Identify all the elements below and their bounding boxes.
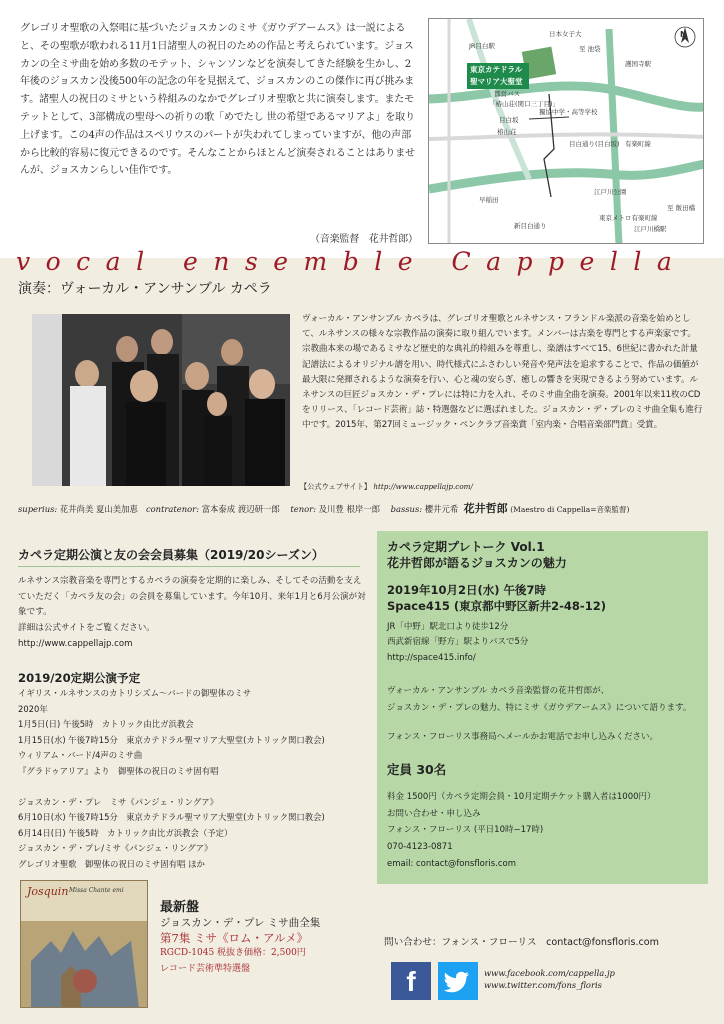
inquiry-line: 問い合わせ：フォンス・フローリス contact@fonsfloris.com <box>384 937 660 948</box>
website-link[interactable]: http://www.cappellajp.com/ <box>373 482 473 491</box>
map-label: 都営バス <box>494 90 520 98</box>
superius-names: 花井尚美 夏山美加恵 <box>59 504 138 514</box>
pretalk-description <box>387 683 691 717</box>
about-text: ヴォーカル・アンサンブル カペラは、グレゴリオ聖歌とルネサンス・フランドル楽派の音楽を始めとして、ルネサンスの様々な宗教作品の演奏に取り組んでいます。メンバーは古楽を専門とする声楽家です。宗教曲本来の場であるミサなど歴史的な典礼的枠組みを尊重し、楽譜はすべて15、6世紀に書かれた計量記譜法によるオリジナル譜を用い、時代様式にふさわしい発音や発声法を追求することで、作品の価値が最大限に発揮されるような演奏を行い、心と魂の安らぎ、癒しの響きを実現できるよう努めています。ルネサンスの巨匠ジョスカン・デ・プレには特に力を入れ、そのミサ曲全曲を演奏。2001年以来11枚のCDをリリース、「レコード芸術」誌・特選盤などに選ばれました。ジョスカン・デ・プレのミサ曲全集も進行中です。2015年、第27回ミュージック・ペンクラブ音楽賞「室内楽・合唱音楽部門賞」受賞。 <box>302 314 703 431</box>
cd-price: RGCD-1045 税抜き価格：2,500円 <box>160 948 306 958</box>
schedule-line: ウィリアム・バード/4声のミサ曲 <box>18 750 143 760</box>
cd-volume: 第7集 ミサ《ロム・アルメ》 <box>160 931 309 945</box>
pretalk-title <box>387 539 567 571</box>
map-label: 獨協中学・高等学校 <box>539 108 598 116</box>
schedule-line: ジョスカン・デ・プレ/ミサ《パンジェ・リングア》 <box>18 843 213 853</box>
cd-cover-art <box>21 881 148 1008</box>
schedule-line: 1月15日(水) 午後7時15分 東京カテドラル聖マリア大聖堂(カトリック関口教会) <box>18 734 325 745</box>
pretalk-contact-label: お問い合わせ・申し込み <box>387 808 481 819</box>
map-label: 日本女子大 <box>549 30 582 38</box>
map-label: 江戸川橋駅 <box>634 225 667 233</box>
schedule-line: グレゴリオ聖歌 御聖体の祝日のミサ固有唱 ほか <box>18 858 205 869</box>
pretalk-box <box>377 531 708 884</box>
map-label: 目白通り(目白坂) <box>569 140 620 148</box>
pretalk-description-line: ジョスカン・デ・プレの魅力、特にミサ《ガウデアームス》について語ります。 <box>387 702 692 713</box>
map-roads <box>429 19 704 244</box>
cd-label: 最新盤 <box>160 900 200 915</box>
cd-info <box>160 899 320 978</box>
pretalk-title-line1: カペラ定期プレトーク Vol.1 <box>387 540 545 554</box>
pretalk-reservation: フォンス・フローリス事務局へメールかお電話でお申し込みください。 <box>387 732 658 742</box>
schedule-line: 6月14日(日) 午後5時 カトリック由比ガ浜教会（予定） <box>18 827 233 838</box>
map-label: 新目白通り <box>514 222 547 230</box>
pretalk-date: 2019年10月2日(水) 午後7時 <box>387 583 547 597</box>
membership-description: ルネサンス宗教音楽を専門とするカペラの演奏を定期的に楽しみ、そしてその活動を支えていただく「カペラ友の会」の会員を募集しています。今年10月、来年1月と6月公演が対象です。 <box>18 576 366 618</box>
cd-series: ジョスカン・デ・プレ ミサ曲全集 <box>160 917 321 929</box>
map-label: 至 池袋 <box>579 45 601 53</box>
superius-label: superius: <box>18 504 58 514</box>
contratenor-label: contratenor: <box>145 504 200 514</box>
map-label: 早稲田 <box>479 196 499 204</box>
director-name: 花井哲郎 <box>463 502 508 515</box>
banner-title: vocal ensemble Cappella <box>16 247 688 276</box>
pretalk-email[interactable]: email: contact@fonsfloris.com <box>387 858 517 869</box>
bassus-names: 櫻井元希 <box>424 504 459 514</box>
ensemble-heading: 演奏：ヴォーカル・アンサンブル カペラ <box>18 281 272 297</box>
schedule-line: 『グラドゥアリア』より 御聖体の祝日のミサ固有唱 <box>18 765 219 776</box>
membership-details: 詳細は公式サイトをご覧ください。 <box>18 623 155 634</box>
bassus-label: bassus: <box>390 504 423 514</box>
map-label: 目白坂 <box>499 116 519 124</box>
tenor-names: 及川豊 根岸一郎 <box>318 504 380 514</box>
cd-award: レコード芸術準特選盤 <box>160 964 251 974</box>
membership-link[interactable]: http://www.cappellajp.com <box>18 638 133 649</box>
schedule-line: 1月5日(日) 午後5時 カトリック由比ガ浜教会 <box>18 719 194 729</box>
pretalk-title-line2: 花井哲郎が語るジョスカンの魅力 <box>387 556 567 570</box>
map-north-label: N <box>680 30 687 39</box>
map-cathedral-label <box>467 63 529 89</box>
intro-text <box>20 20 420 245</box>
pretalk-capacity: 定員 30名 <box>387 762 447 777</box>
membership-heading: カペラ定期公演と友の会会員募集（2019/20シーズン） <box>18 546 360 567</box>
social-links <box>484 968 615 991</box>
ensemble-photo-image <box>32 314 290 486</box>
map-label: 江戸川公園 <box>594 188 627 196</box>
tenor-label: tenor: <box>290 504 316 514</box>
pretalk-access-line: JR「中野」駅北口より徒歩12分 <box>387 622 509 632</box>
schedule-list <box>18 686 378 872</box>
contratenor-names: 富本泰成 渡辺研一郎 <box>201 504 280 514</box>
map-cathedral-line2: 聖マリア大聖堂 <box>470 77 523 86</box>
cd-cover-subtitle: Missa Chante emi <box>69 887 124 894</box>
website-line <box>300 482 473 492</box>
members-line <box>18 500 718 516</box>
schedule-heading: 2019/20定期公演予定 <box>18 671 141 685</box>
facebook-link[interactable]: www.facebook.com/cappella.jp <box>484 968 615 978</box>
intro-paragraph: グレゴリオ聖歌の入祭唱に基づいたジョスカンのミサ《ガウデアームス》は一説によると、その聖歌が歌われる11月1日諸聖人の祝日のための作品と考えられています。ジョスカンの全ミサ曲を始め多数のモテット、シャンソンなどを演奏してきた経験を生かし、2年後のジョスカン没後500年の記念の年を見据えて、ジョスカンのこの傑作に再び挑みます。諸聖人の祝日のミサという枠組みのなかでグレゴリオ聖歌と共に演奏します。またモテットとして、3部構成の聖母への祈りの歌「めでたし 世の希望であるマリアよ」を取り上げます。この4声の作品はスペリウスのパートが失われてしまっていますが、他の声部から比較的容易に復元できるのです。そんなことからほとんど演奏されることはありませんが、ジョスカンらしい佳作です。 <box>20 23 415 177</box>
schedule-line <box>18 779 378 795</box>
pretalk-date-venue <box>387 582 606 614</box>
pretalk-access-link[interactable]: http://space415.info/ <box>387 652 476 663</box>
twitter-link[interactable]: www.twitter.com/fons_floris <box>484 979 602 990</box>
intro-credit: （音楽監督 花井哲郎） <box>310 234 418 245</box>
map-label: 有楽町線 <box>625 140 651 148</box>
map-label: 椿山荘 <box>497 128 517 136</box>
pretalk-venue: Space415 (東京都中野区新井2-48-12) <box>387 599 606 613</box>
map-label: 東京メトロ有楽町線 <box>599 214 658 222</box>
map-label: JR目白駅 <box>469 42 495 50</box>
pretalk-office: フォンス・フローリス (平日10時−17時) <box>387 825 544 836</box>
pretalk-phone[interactable]: 070-4123-0871 <box>387 842 453 853</box>
pretalk-fees <box>387 789 656 873</box>
pretalk-description-line: ヴォーカル・アンサンブル カペラ音楽監督の花井哲郎が、 <box>387 686 610 696</box>
twitter-icon[interactable] <box>438 962 478 1000</box>
facebook-icon[interactable]: f <box>391 962 431 1000</box>
schedule-line: 6月10日(水) 午後7時15分 東京カテドラル聖マリア大聖堂(カトリック関口教会) <box>18 812 325 822</box>
membership-body <box>18 574 368 653</box>
cd-cover-title: Josquin <box>27 885 69 898</box>
pretalk-access-line: 西武新宿線「野方」駅よりバスで5分 <box>387 637 529 648</box>
access-map <box>428 18 704 244</box>
cd-cover <box>20 880 148 1008</box>
schedule-line: 2020年 <box>18 703 48 714</box>
map-label: 「椿山荘(関口三丁目)」 <box>489 100 560 108</box>
director-role: (Maestro di Cappella=音楽監督) <box>510 505 630 514</box>
map-cathedral-line1: 東京カテドラル <box>470 65 523 74</box>
schedule-line: ジョスカン・デ・プレ ミサ《パンジェ・リングア》 <box>18 796 218 807</box>
pretalk-access <box>387 620 528 666</box>
ensemble-photo <box>32 314 290 486</box>
map-label: 護国寺駅 <box>625 60 651 68</box>
website-label: 【公式ウェブサイト】 <box>300 482 372 491</box>
pretalk-fee: 料金 1500円（カペラ定期会員・10月定期チケット購入者は1000円） <box>387 792 656 802</box>
schedule-line: イギリス・ルネサンスのカトリシズム〜バードの御聖体のミサ <box>18 688 252 698</box>
map-label: 至 飯田橋 <box>667 204 696 212</box>
